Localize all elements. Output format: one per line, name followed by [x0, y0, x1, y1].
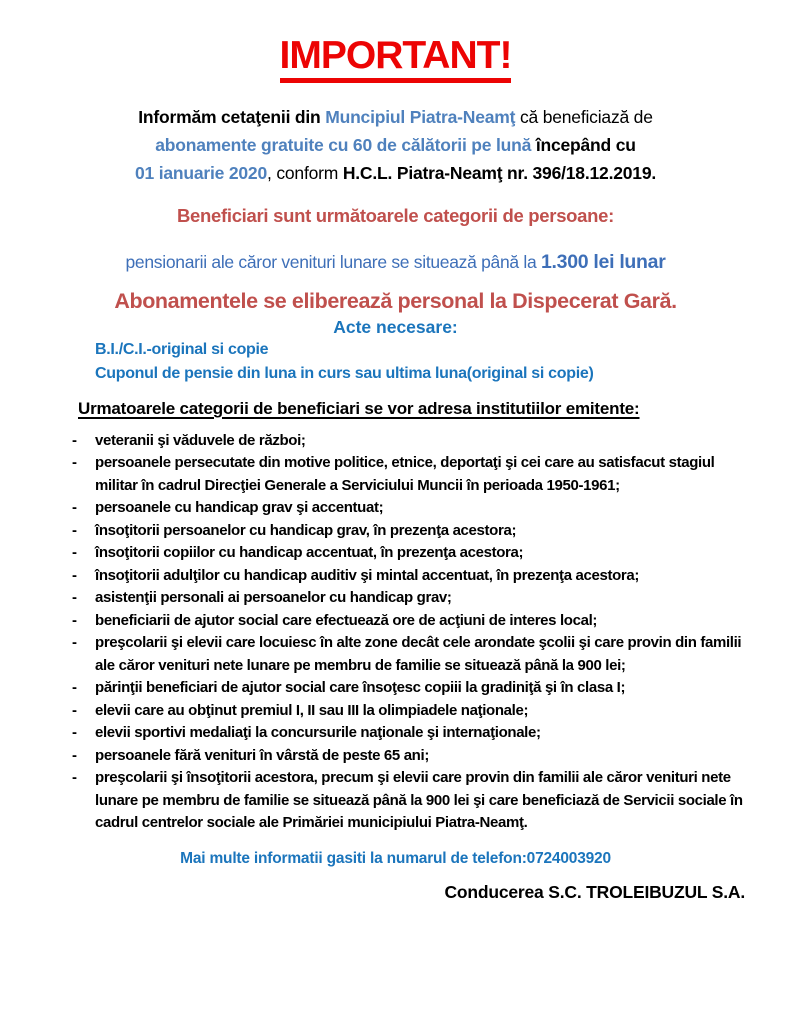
dash-bullet: - [72, 589, 77, 607]
municipality-name: Muncipiul Piatra-Neamţ [325, 106, 516, 127]
list-item [72, 587, 745, 610]
dash-bullet: - [72, 634, 77, 652]
list-item-text: însoţitorii persoanelor cu handicap grav, în prezenţa acestora; [95, 521, 517, 539]
list-item [72, 632, 745, 677]
dash-bullet: - [72, 611, 77, 629]
list-item [72, 452, 745, 497]
list-item-text: însoţitorii adulţilor cu handicap auditiv şi mintal accentuat, în prezenţa acestora; [95, 566, 640, 584]
subscription-pickup-line: Abonamentele se eliberează personal la Dispecerat Gară. [114, 288, 677, 313]
dash-bullet: - [72, 521, 77, 539]
list-item-text: beneficiarii de ajutor social care efectuează ore de acţiuni de interes local; [95, 611, 598, 629]
list-item [72, 497, 745, 520]
start-date: 01 ianuarie 2020 [134, 162, 268, 183]
list-item [72, 767, 745, 835]
beneficiary-categories-list [0, 430, 791, 835]
pensioners-line: pensionarii ale căror venituri lunare se situează până la 1.300 lei lunar [125, 250, 666, 273]
list-item-text: elevii care au obţinut premiul I, II sau III la olimpiadele naţionale; [95, 701, 529, 719]
required-document-item: B.I./C.I.-original si copie [95, 340, 269, 358]
income-threshold: 1.300 lei lunar [541, 250, 666, 273]
dash-bullet: - [72, 454, 77, 472]
dash-bullet: - [72, 724, 77, 742]
dash-bullet: - [72, 769, 77, 787]
list-item [72, 677, 745, 700]
phone-info-line: Mai multe informatii gasiti la numarul de telefon:0724003920 [180, 849, 611, 867]
list-item [72, 565, 745, 588]
list-item [72, 610, 745, 633]
required-document-item: Cuponul de pensie din luna in curs sau ultima luna(original si copie) [95, 364, 594, 382]
list-item-text: preşcolarii şi elevii care locuiesc în alte zone decât cele arondate şcolii şi care provin din familii ale căror venituri nete lunare pe membru de familie se situează până la 900 lei; [95, 634, 742, 674]
title-row [0, 0, 791, 83]
list-item-text: părinţii beneficiari de ajutor social care însoţesc copiii la gradiniţă şi în clasa I; [95, 679, 626, 697]
list-item [72, 700, 745, 723]
list-item-text: însoţitorii copiilor cu handicap accentuat, în prezenţa acestora; [95, 544, 524, 562]
dash-bullet: - [72, 566, 77, 584]
list-item-text: asistenţii personali ai persoanelor cu handicap grav; [95, 589, 452, 607]
list-item-text: persoanele fără venituri în vârstă de peste 65 ani; [95, 746, 429, 764]
list-item [72, 542, 745, 565]
list-item [72, 745, 745, 768]
dash-bullet: - [72, 431, 77, 449]
list-item-text: persoanele cu handicap grav şi accentuat; [95, 499, 384, 517]
list-item [72, 722, 745, 745]
free-subscription-text: abonamente gratuite cu 60 de călătorii pe lună [155, 134, 532, 155]
beneficiaries-heading: Beneficiari sunt următoarele categorii de persoane: [176, 204, 615, 226]
list-item [72, 430, 745, 453]
document-title: IMPORTANT! [280, 36, 512, 83]
list-item-text: persoanele persecutate din motive politice, etnice, deportaţi şi cei care au satisfacut stagiul militar în cadrul Direcţiei Generale a Serviciului Muncii în perioada 1950-1961; [95, 454, 715, 494]
dash-bullet: - [72, 746, 77, 764]
list-item-text: veteranii şi văduvele de război; [95, 431, 306, 449]
intro-paragraph [0, 103, 791, 187]
dash-bullet: - [72, 701, 77, 719]
dash-bullet: - [72, 544, 77, 562]
intro-line-1: Informăm cetaţenii din Muncipiul Piatra-Neamţ că beneficiază de [138, 106, 653, 127]
signature-line: Conducerea S.C. TROLEIBUZUL S.A. [444, 881, 745, 902]
intro-line-3: 01 ianuarie 2020, conform H.C.L. Piatra-Neamţ nr. 396/18.12.2019. [134, 162, 657, 183]
list-item [72, 520, 745, 543]
dash-bullet: - [72, 499, 77, 517]
decision-reference: H.C.L. Piatra-Neamţ nr. 396/18.12.2019. [342, 162, 657, 183]
list-item-text: elevii sportivi medaliaţi la concursurile naţionale şi internaţionale; [95, 724, 541, 742]
dash-bullet: - [72, 679, 77, 697]
list-item-text: preşcolarii şi însoţitorii acestora, precum şi elevii care provin din familii ale căror venituri nete lunare pe membru de familie se situează până la 900 lei şi care beneficiază de Servicii sociale în cadrul centrelor sociale ale Primăriei municipiului Piatra-Neamţ. [95, 769, 743, 832]
required-documents-heading: Acte necesare: [333, 316, 458, 337]
intro-line-2: abonamente gratuite cu 60 de călătorii pe lună începând cu [155, 134, 636, 155]
categories-heading: Urmatoarele categorii de beneficiari se vor adresa institutiilor emitente: [78, 398, 640, 418]
